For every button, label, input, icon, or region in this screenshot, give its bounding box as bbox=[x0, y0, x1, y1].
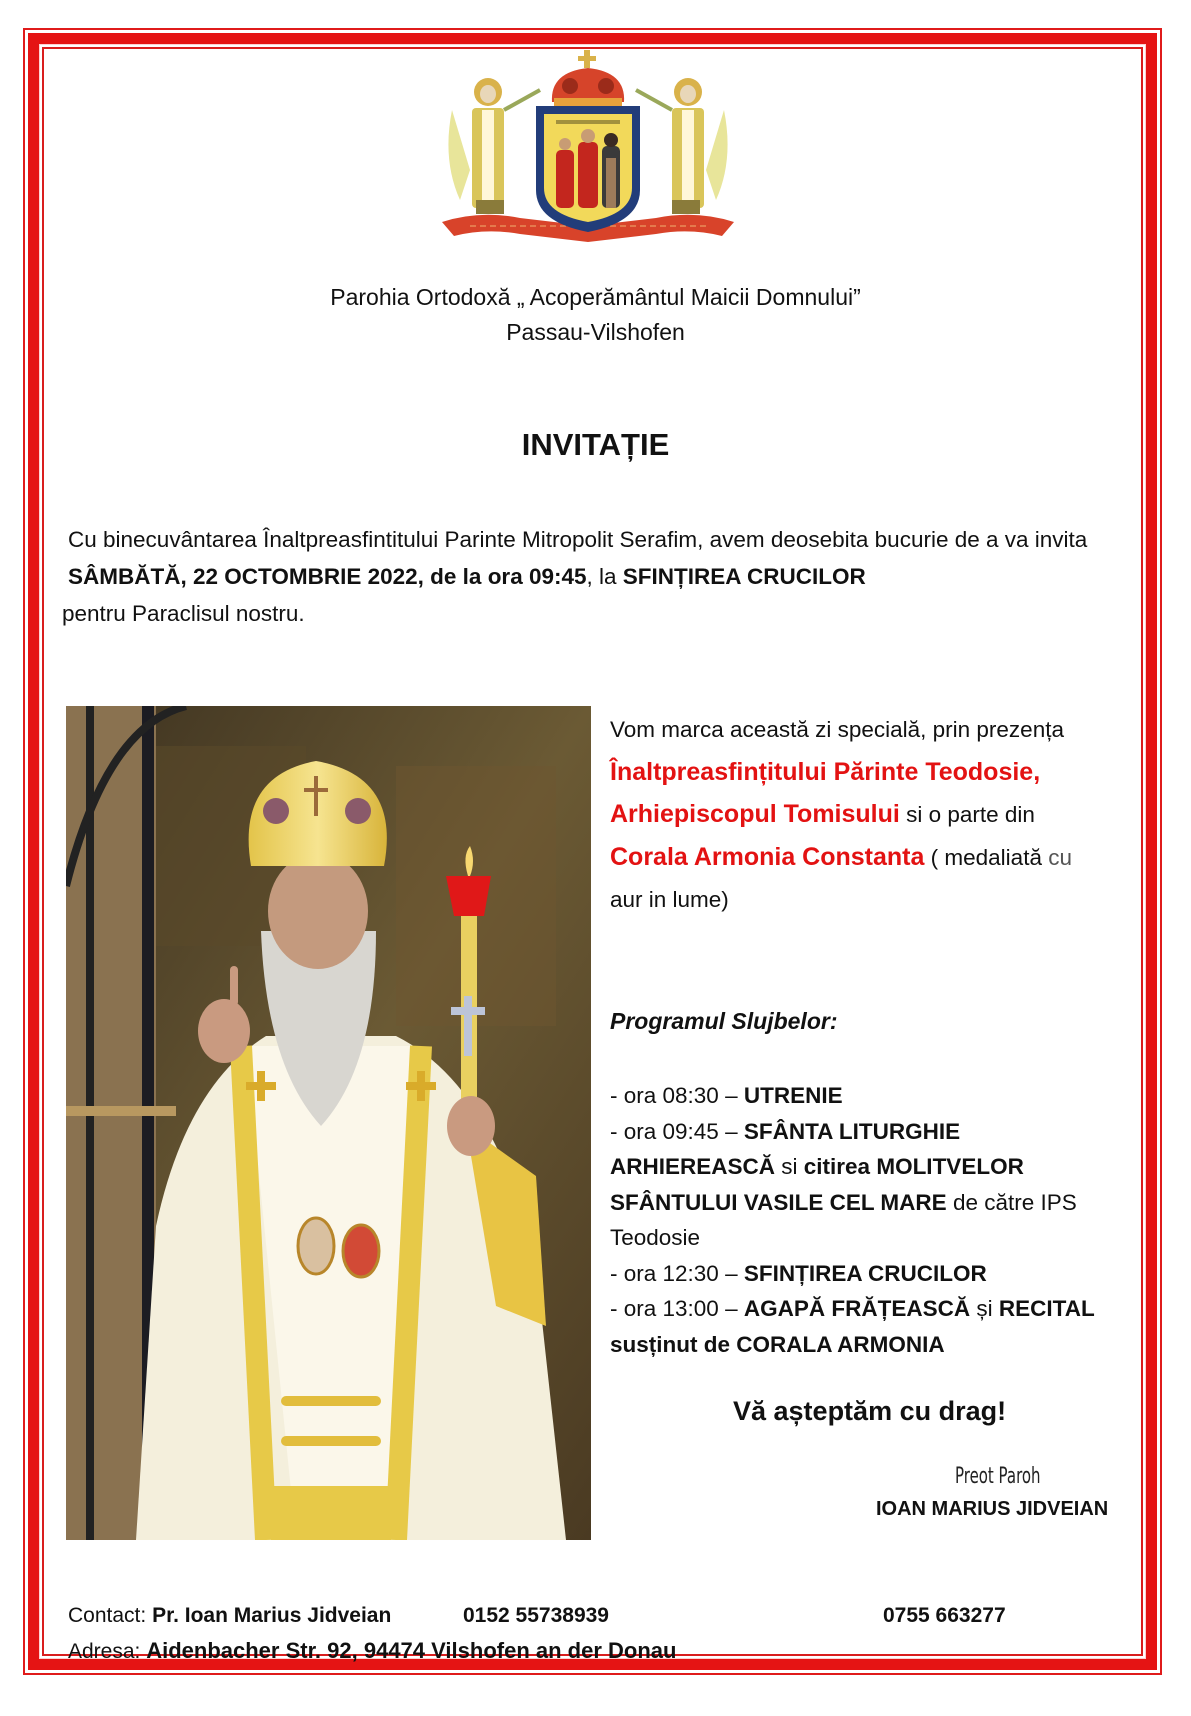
page-title: INVITAȚIE bbox=[521, 427, 670, 462]
address-value: Aidenbacher Str. 92, 94474 Vilshofen an der Donau bbox=[146, 1638, 677, 1663]
closing-greeting: Vă așteptăm cu drag! bbox=[733, 1396, 1007, 1426]
parish-name: Parohia Ortodoxă „ Acoperământul Maicii Domnului” bbox=[330, 284, 861, 310]
schedule-line: - ora 09:45 – SFÂNTA LITURGHIE bbox=[610, 1118, 961, 1144]
schedule-line: - ora 08:30 – UTRENIE bbox=[610, 1083, 843, 1108]
event-name: SFINȚIREA CRUCILOR bbox=[622, 564, 866, 589]
event-date-time: SÂMBĂTĂ, 22 OCTOMBRIE 2022, de la ora 09:45 bbox=[68, 564, 587, 589]
schedule-line: ARHIEREASCĂ si citirea MOLITVELOR bbox=[610, 1154, 1024, 1179]
address-label: Adresa: bbox=[68, 1640, 141, 1663]
schedule-line: - ora 13:00 – AGAPĂ FRĂȚEASCĂ și RECITAL bbox=[610, 1296, 1095, 1321]
signature-name: IOAN MARIUS JIDVEIAN bbox=[876, 1498, 1109, 1520]
schedule-line: Teodosie bbox=[610, 1225, 701, 1250]
contact-label: Contact: bbox=[68, 1604, 147, 1627]
intro-text-1: Cu binecuvântarea Înaltpreasfintitului Parinte Mitropolit Serafim, avem deosebita bucurie de a va invita bbox=[68, 527, 1088, 552]
contact-line bbox=[68, 1604, 391, 1628]
intro-text-2: , la bbox=[586, 564, 623, 589]
guest-suffix: si o parte din bbox=[899, 802, 1035, 827]
guests-intro: Vom marca această zi specială, prin prezența bbox=[610, 717, 1064, 742]
phone-1: 0152 55738939 bbox=[463, 1604, 609, 1627]
guests-paragraph bbox=[610, 709, 1150, 921]
choir-overflow: cu bbox=[1048, 845, 1072, 870]
guest-title-red: Înaltpreasfințitului Părinte Teodosie, bbox=[610, 758, 1041, 786]
schedule-line: - ora 12:30 – SFINȚIREA CRUCILOR bbox=[610, 1260, 987, 1286]
schedule-line: susținut de CORALA ARMONIA bbox=[610, 1331, 945, 1357]
archbishop-photo bbox=[66, 706, 591, 1540]
choir-line2: aur in lume) bbox=[610, 887, 729, 912]
parish-location: Passau-Vilshofen bbox=[506, 319, 685, 345]
choir-suffix: ( medaliată bbox=[924, 845, 1049, 870]
choir-name-red: Corala Armonia Constanta bbox=[610, 843, 925, 871]
intro-paragraph bbox=[62, 521, 1128, 632]
guest-role-red: Arhiepiscopul Tomisului bbox=[610, 800, 900, 828]
program-schedule bbox=[610, 1078, 1150, 1362]
contact-name: Pr. Ioan Marius Jidveian bbox=[152, 1604, 392, 1627]
intro-text-3: pentru Paraclisul nostru. bbox=[62, 601, 305, 626]
program-heading: Programul Slujbelor: bbox=[610, 1008, 838, 1034]
phone-2: 0755 663277 bbox=[883, 1604, 1006, 1627]
signature-role: Preot Paroh bbox=[955, 1464, 1041, 1489]
coat-of-arms-icon bbox=[440, 50, 736, 245]
schedule-line: SFÂNTULUI VASILE CEL MARE de către IPS bbox=[610, 1189, 1077, 1215]
address-line bbox=[68, 1638, 676, 1664]
